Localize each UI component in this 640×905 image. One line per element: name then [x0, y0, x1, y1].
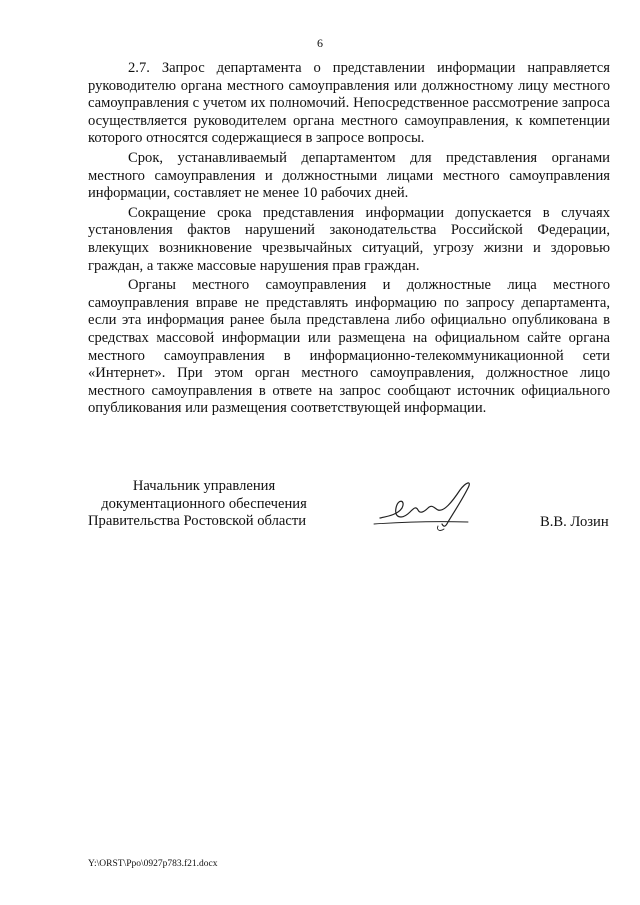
paragraph-deadline-reduction: Сокращение срока представления информации допускается в случаях установления фактов нарушений законодательства Российской Федерации, влекущих возникновение чрезвычайных ситуаций, угрозу жизни и здоровью граждан, а также массовые нарушения прав граждан.	[88, 204, 610, 274]
signatory-title-line-2: документационного обеспечения	[101, 495, 307, 512]
paragraph-exemption: Органы местного самоуправления и должностные лица местного самоуправления вправе не представлять информацию по запросу департамента, если эта информация ранее была представлена либо официально опубликована в средствах массовой информации или размещена на официальном сайте органа местного самоуправления в информационно-телекоммуникационной сети «Интернет». При этом орган местного самоуправления, должностное лицо местного самоуправления в ответе на запрос сообщают источник официального опубликования или размещения соответствующей информации.	[88, 277, 610, 417]
signatory-title-line-3: Правительства Ростовской области	[88, 513, 307, 530]
document-body	[88, 60, 610, 420]
signatory-title-line-1: Начальник управления	[132, 478, 276, 494]
signatory-name: В.В. Лозин	[540, 514, 609, 530]
paragraph-request: 2.7. Запрос департамента о представлении информации направляется руководителю органа местного самоуправления или должностному лицу местного самоуправления с учетом их полномочий. Непосредственное рассмотрение запроса осуществляется руководителем органа местного самоуправления, к компетенции которого относятся содержащиеся в запросе вопросы.	[88, 60, 610, 147]
page-number: 6	[317, 36, 323, 50]
handwritten-signature	[372, 472, 492, 542]
paragraph-deadline: Срок, устанавливаемый департаментом для представления органами местного самоуправления и должностными лицами местного самоуправления информации, составляет не менее 10 рабочих дней.	[88, 149, 610, 202]
file-path: Y:\ORST\Ppo\0927p783.f21.docx	[88, 859, 218, 869]
signatory-title	[88, 478, 320, 531]
